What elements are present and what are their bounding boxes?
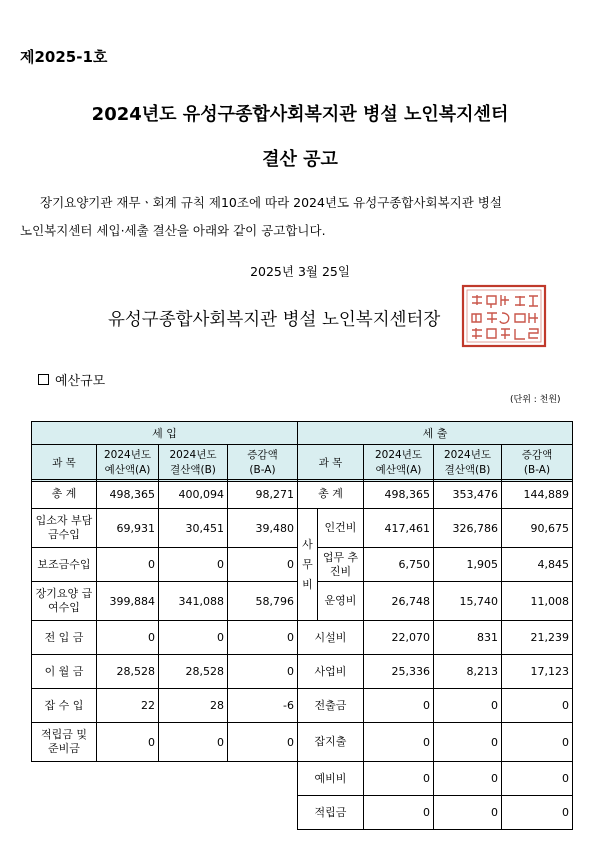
expense-budget: 0 (364, 723, 434, 762)
expense-subject: 잡지출 (298, 723, 364, 762)
empty-cell (228, 796, 298, 830)
issuer-name: 유성구종합사회복지관 병설 노인복지센터장 (108, 310, 441, 330)
body-text-line-2: 노인복지센터 세입·세출 결산을 아래와 같이 공고합니다. (20, 223, 326, 238)
budget-table (31, 421, 573, 482)
table-row (32, 796, 573, 830)
expense-budget: 498,365 (364, 480, 434, 509)
expense-settle: 8,213 (434, 655, 502, 689)
expense-settle: 831 (434, 621, 502, 655)
table-row (32, 689, 573, 723)
revenue-diff: 0 (228, 621, 298, 655)
expense-subject: 시설비 (298, 621, 364, 655)
expense-diff: 11,008 (502, 582, 573, 621)
group-label-char: 무 (302, 557, 313, 571)
table-row (32, 621, 573, 655)
expense-diff: 0 (502, 723, 573, 762)
revenue-subject: 장기요양 급여수입 (32, 582, 97, 621)
revenue-diff: 0 (228, 723, 298, 762)
revenue-diff: -6 (228, 689, 298, 723)
expense-settle: 0 (434, 723, 502, 762)
table-row (32, 655, 573, 689)
revenue-subject: 이 월 금 (32, 655, 97, 689)
announcement-date: 2025년 3월 25일 (250, 264, 350, 279)
revenue-subject: 보조금수입 (32, 548, 97, 582)
expense-budget: 0 (364, 762, 434, 796)
title-line-1: 2024년도 유성구종합사회복지관 병설 노인복지센터 (91, 104, 509, 125)
expense-subject: 총 계 (298, 480, 364, 509)
expense-budget: 22,070 (364, 621, 434, 655)
document-number: 제2025-1호 (20, 48, 108, 66)
expense-diff: 21,239 (502, 621, 573, 655)
revenue-subject-header: 과 목 (32, 445, 97, 482)
revenue-subject: 총 계 (32, 480, 97, 509)
revenue-settle: 0 (159, 723, 228, 762)
revenue-budget: 22 (97, 689, 159, 723)
expense-settle: 353,476 (434, 480, 502, 509)
revenue-subject: 입소자 부담금수입 (32, 509, 97, 548)
table-row (32, 509, 573, 548)
table-row (32, 723, 573, 762)
expense-diff: 90,675 (502, 509, 573, 548)
expense-budget: 0 (364, 796, 434, 830)
expense-budget: 0 (364, 689, 434, 723)
expense-diff: 0 (502, 762, 573, 796)
revenue-budget: 0 (97, 723, 159, 762)
empty-cell (97, 762, 159, 796)
expense-subject: 업무 추진비 (318, 548, 364, 582)
empty-cell (97, 796, 159, 830)
revenue-budget: 399,884 (97, 582, 159, 621)
budget-table-body (31, 479, 573, 830)
expense-subject-header: 과 목 (298, 445, 364, 482)
expense-subject: 전출금 (298, 689, 364, 723)
revenue-settle: 0 (159, 548, 228, 582)
revenue-budget: 0 (97, 548, 159, 582)
expense-settle: 326,786 (434, 509, 502, 548)
expense-settle: 0 (434, 796, 502, 830)
body-text-line-1: 장기요양기관 재무ㆍ회계 규칙 제10조에 따라 2024년도 유성구종합사회복지관 병설 (40, 195, 502, 210)
expense-settle: 15,740 (434, 582, 502, 621)
revenue-settle: 30,451 (159, 509, 228, 548)
revenue-settle: 28 (159, 689, 228, 723)
expense-diff: 17,123 (502, 655, 573, 689)
revenue-settle-header: 2024년도 결산액(B) (159, 445, 228, 482)
empty-cell (228, 762, 298, 796)
table-row (32, 480, 573, 509)
revenue-budget: 498,365 (97, 480, 159, 509)
official-seal (460, 283, 548, 349)
expense-budget: 417,461 (364, 509, 434, 548)
revenue-subject: 전 입 금 (32, 621, 97, 655)
expense-diff: 0 (502, 796, 573, 830)
expense-header: 세 출 (298, 422, 573, 445)
empty-cell (32, 796, 97, 830)
revenue-settle: 341,088 (159, 582, 228, 621)
checkbox-bullet-icon (38, 374, 49, 385)
group-label-char: 사 (302, 537, 313, 551)
revenue-budget: 69,931 (97, 509, 159, 548)
expense-budget-header: 2024년도 예산액(A) (364, 445, 434, 482)
empty-cell (159, 796, 228, 830)
section-title: 예산규모 (55, 374, 106, 389)
revenue-budget: 28,528 (97, 655, 159, 689)
expense-settle-header: 2024년도 결산액(B) (434, 445, 502, 482)
revenue-budget: 0 (97, 621, 159, 655)
revenue-subject: 잡 수 입 (32, 689, 97, 723)
expense-budget: 25,336 (364, 655, 434, 689)
revenue-diff: 98,271 (228, 480, 298, 509)
section-heading (38, 370, 105, 389)
revenue-budget-header: 2024년도 예산액(A) (97, 445, 159, 482)
revenue-settle: 400,094 (159, 480, 228, 509)
empty-cell (159, 762, 228, 796)
revenue-diff: 0 (228, 655, 298, 689)
expense-settle: 0 (434, 762, 502, 796)
expense-diff: 0 (502, 689, 573, 723)
office-expense-group-label (298, 509, 318, 621)
revenue-settle: 0 (159, 621, 228, 655)
expense-diff: 144,889 (502, 480, 573, 509)
expense-diff-header: 증감액 (B-A) (502, 445, 573, 482)
table-row (32, 762, 573, 796)
expense-subject: 사업비 (298, 655, 364, 689)
revenue-subject: 적립금 및 준비금 (32, 723, 97, 762)
revenue-settle: 28,528 (159, 655, 228, 689)
revenue-diff: 0 (228, 548, 298, 582)
revenue-diff: 39,480 (228, 509, 298, 548)
expense-subject: 운영비 (318, 582, 364, 621)
revenue-header: 세 입 (32, 422, 298, 445)
title-line-2: 결산 공고 (262, 149, 338, 170)
empty-cell (32, 762, 97, 796)
expense-budget: 6,750 (364, 548, 434, 582)
expense-diff: 4,845 (502, 548, 573, 582)
group-label-char: 비 (302, 577, 313, 591)
expense-settle: 1,905 (434, 548, 502, 582)
expense-subject: 인건비 (318, 509, 364, 548)
expense-subject: 적립금 (298, 796, 364, 830)
revenue-diff: 58,796 (228, 582, 298, 621)
expense-settle: 0 (434, 689, 502, 723)
expense-subject: 예비비 (298, 762, 364, 796)
expense-budget: 26,748 (364, 582, 434, 621)
unit-label: (단위 : 천원) (510, 395, 561, 405)
revenue-diff-header: 증감액 (B-A) (228, 445, 298, 482)
